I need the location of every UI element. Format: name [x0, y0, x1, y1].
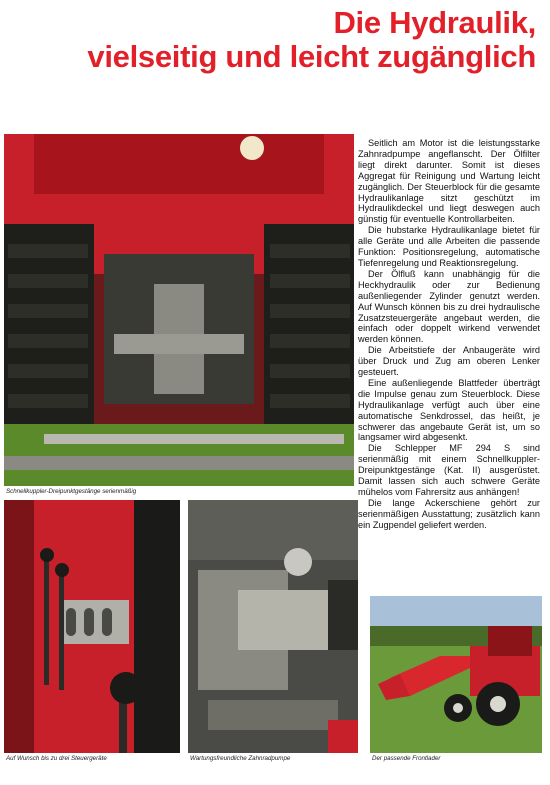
page-footer-margin: [0, 778, 550, 785]
photo-rear-hitch: [4, 134, 354, 486]
caption-control-levers: Auf Wunsch bis zu drei Steuergeräte: [6, 755, 107, 762]
body-paragraph: Seitlich am Motor ist die leistungsstarke Zahnradpumpe angeflanscht. Der Ölfilter liegt direkt darunter. Somit ist dieses Aggregat für Reinigung und Wartung leicht zugänglich. Der Steuerblock für die gesamte Hydraulikanlage sitzt geschützt im Hydraulikdeckel und liegt deswegen auch günstig für eventuelle Kontrollarbeiten.: [358, 138, 540, 225]
photo-gear-pump: [188, 500, 358, 753]
photo-control-levers: [4, 500, 180, 753]
body-paragraph: Eine außenliegende Blattfeder überträgt die Impulse genau zum Steuerblock. Diese Hydraulikanlage verfügt auch über eine automatische Senkdrossel, das heißt, je schwerer das angebaute Gerät ist, um so langsamer wird abgesenkt.: [358, 377, 540, 443]
body-text: [358, 138, 540, 531]
headline-line-2: vielseitig und leicht zugänglich: [87, 39, 536, 74]
headline-line-1: Die Hydraulik,: [333, 5, 536, 40]
caption-rear-hitch: Schnellkuppler-Dreipunktgestänge serienmäßig: [6, 488, 137, 495]
body-paragraph: Die hubstarke Hydraulikanlage bietet für alle Geräte und alle Arbeiten die passende Funktion: Positionsregelung, automatische Tiefenregelung und Reaktionsregelung.: [358, 225, 540, 268]
photo-front-loader: [370, 596, 542, 753]
body-paragraph: Die lange Ackerschiene gehört zur serienmäßigen Ausstattung; zusätzlich kann ein Zugpendel geliefert werden.: [358, 497, 540, 530]
body-paragraph: Die Schlepper MF 294 S sind serienmäßig mit einem Schnellkuppler-Dreipunktgestänge (Kat. II) ausgerüstet. Damit lassen sich auch schwere Geräte mühelos vom Fahrersitz aus anhängen!: [358, 443, 540, 497]
body-paragraph: Die Arbeitstiefe der Anbaugeräte wird über Druck und Zug am oberen Lenker gesteuert.: [358, 345, 540, 378]
caption-gear-pump: Wartungsfreundliche Zahnradpumpe: [190, 755, 291, 762]
page-headline: [6, 6, 536, 74]
body-paragraph: Der Ölfluß kann unabhängig für die Heckhydraulik oder zur Bedienung außenliegender Zylinder genutzt werden. Auf Wunsch können bis zu drei hydraulische Zusatzsteuergeräte angebaut werden, die einfach oder doppelt wirkend verwendet werden können.: [358, 268, 540, 345]
caption-front-loader: Der passende Frontlader: [372, 755, 441, 762]
